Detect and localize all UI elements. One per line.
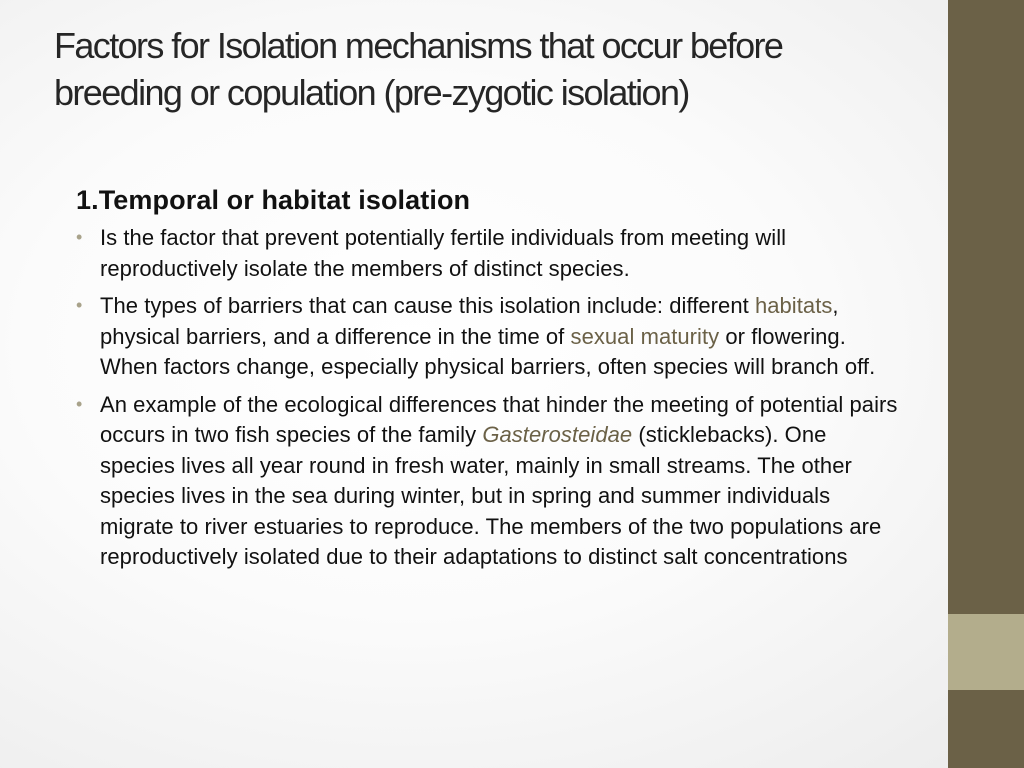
bullet-icon: • xyxy=(76,227,83,247)
section-heading: 1.Temporal or habitat isolation xyxy=(76,185,471,215)
sexual-maturity-link[interactable]: sexual maturity xyxy=(570,323,720,349)
bullet-text: An example of the ecological differences that hinder the meeting of potential pairs occurs in two fish species of the family xyxy=(100,391,898,447)
habitats-link[interactable]: habitats xyxy=(754,293,833,318)
bullet-item xyxy=(76,291,906,383)
decorative-side-bar-accent xyxy=(948,614,1024,690)
bullet-list xyxy=(76,223,906,573)
bullet-text: or flowering. When factors change, especially physical barriers, often species will branch off. xyxy=(100,323,876,379)
gasterosteidae-link[interactable]: Gasterosteidae xyxy=(482,422,633,447)
bullet-item xyxy=(76,223,906,284)
bullet-text: Is the factor that prevent potentially fertile individuals from meeting will reproductively isolate the members of distinct species. xyxy=(100,225,787,281)
bullet-text: (sticklebacks). One species lives all year round in fresh water, mainly in small streams. The other species lives in the sea during winter, but in spring and summer individuals migrate to river estuaries to reproduce. The members of the two populations are reproductively isolated due to their adaptations to distinct salt concentrations xyxy=(100,422,882,569)
slide-title: Factors for Isolation mechanisms that occur before breeding or copulation (pre-zygotic isolation) xyxy=(54,25,783,113)
bullet-text: The types of barriers that can cause this isolation include: different xyxy=(100,293,755,318)
slide-body xyxy=(76,182,906,580)
bullet-text: , physical barriers, and a difference in the time of xyxy=(100,293,839,349)
bullet-icon: • xyxy=(76,393,83,414)
bullet-item xyxy=(76,390,906,573)
bullet-icon: • xyxy=(76,295,83,315)
